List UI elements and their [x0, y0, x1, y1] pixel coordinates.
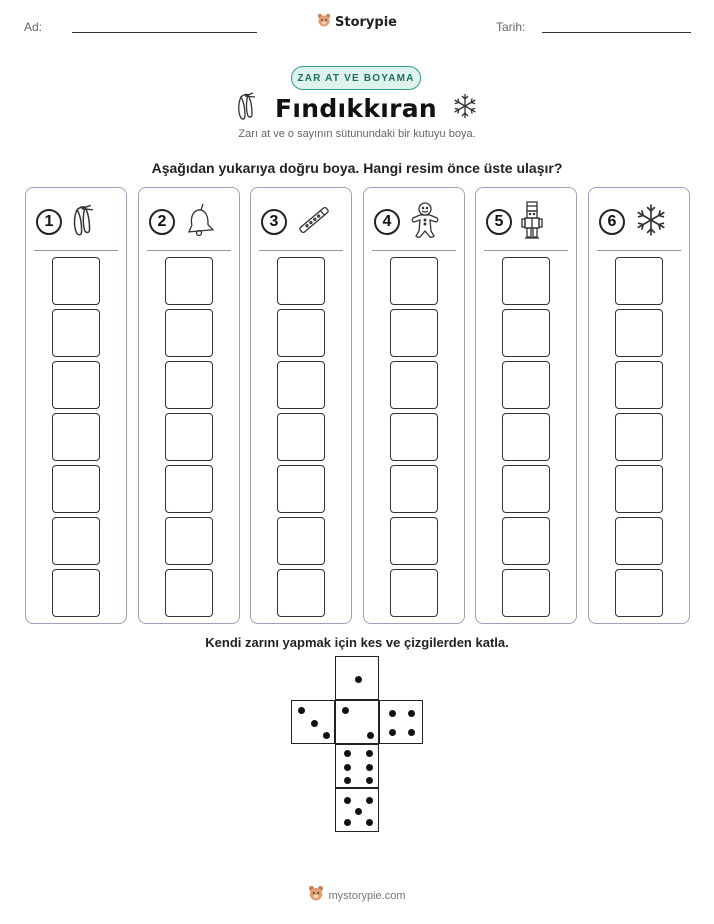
coloring-box[interactable] [502, 517, 550, 565]
name-line [72, 32, 257, 33]
bear-icon [308, 885, 324, 906]
coloring-box[interactable] [165, 361, 213, 409]
coloring-box[interactable] [277, 517, 325, 565]
die-pip [323, 732, 330, 739]
title-row [0, 90, 714, 126]
footer-url: mystorypie.com [328, 889, 406, 902]
coloring-box[interactable] [615, 465, 663, 513]
coloring-box[interactable] [615, 257, 663, 305]
coloring-box[interactable] [165, 569, 213, 617]
column-divider [147, 250, 231, 251]
dice-column [475, 187, 577, 624]
brand-name: Storypie [335, 15, 397, 30]
coloring-box[interactable] [52, 361, 100, 409]
column-header [599, 202, 679, 242]
column-header [486, 202, 566, 242]
cut-instruction: Kendi zarını yapmak için kes ve çizgilerden katla. [205, 635, 509, 650]
instruction: Aşağıdan yukarıya doğru boya. Hangi resim önce üste ulaşır? [151, 160, 563, 176]
column-number: 5 [486, 209, 512, 235]
die-pip [389, 710, 396, 717]
coloring-box[interactable] [165, 257, 213, 305]
column-divider [34, 250, 118, 251]
coloring-box[interactable] [165, 517, 213, 565]
die-pip [311, 720, 318, 727]
coloring-box[interactable] [277, 465, 325, 513]
dice-column [25, 187, 127, 624]
coloring-box[interactable] [165, 465, 213, 513]
die-face [379, 700, 423, 744]
column-divider [372, 250, 456, 251]
column-number: 3 [261, 209, 287, 235]
die-pip [298, 707, 305, 714]
die-pip [344, 777, 351, 784]
flute-icon [295, 201, 333, 244]
coloring-box[interactable] [502, 257, 550, 305]
die-face [335, 656, 379, 700]
page-title: Fındıkkıran [274, 93, 438, 123]
die-pip [342, 707, 349, 714]
coloring-box[interactable] [165, 309, 213, 357]
die-pip [366, 764, 373, 771]
column-number: 1 [36, 209, 62, 235]
die-pip [366, 750, 373, 757]
column-header [36, 202, 116, 242]
die-face [335, 744, 379, 788]
bell-icon [183, 202, 215, 243]
coloring-box[interactable] [502, 413, 550, 461]
coloring-box[interactable] [52, 569, 100, 617]
coloring-box[interactable] [52, 465, 100, 513]
column-header [149, 202, 229, 242]
column-number: 6 [599, 209, 625, 235]
die-face [291, 700, 335, 744]
column-divider [259, 250, 343, 251]
die-pip [344, 764, 351, 771]
column-divider [597, 250, 681, 251]
column-header [261, 202, 341, 242]
coloring-box[interactable] [277, 361, 325, 409]
coloring-box[interactable] [390, 517, 438, 565]
footer [0, 885, 714, 906]
coloring-box[interactable] [390, 361, 438, 409]
die-pip [344, 797, 351, 804]
coloring-box[interactable] [277, 413, 325, 461]
coloring-box[interactable] [502, 361, 550, 409]
snowflake-icon [633, 202, 669, 243]
coloring-box[interactable] [502, 465, 550, 513]
coloring-box[interactable] [277, 257, 325, 305]
activity-badge: ZAR AT VE BOYAMA [291, 66, 421, 90]
date-line [542, 32, 691, 33]
gingerbread-man-icon [408, 201, 442, 244]
ballet-shoes-icon [70, 203, 100, 242]
die-pip [366, 777, 373, 784]
coloring-box[interactable] [390, 465, 438, 513]
column-number: 4 [374, 209, 400, 235]
column-divider [484, 250, 568, 251]
coloring-box[interactable] [502, 309, 550, 357]
dice-column [588, 187, 690, 624]
die-face [335, 700, 379, 744]
die-pip [389, 729, 396, 736]
coloring-box[interactable] [52, 517, 100, 565]
die-pip [344, 819, 351, 826]
die-pip [408, 710, 415, 717]
coloring-box[interactable] [390, 257, 438, 305]
coloring-box[interactable] [277, 309, 325, 357]
column-number: 2 [149, 209, 175, 235]
coloring-box[interactable] [277, 569, 325, 617]
die-pip [355, 676, 362, 683]
die-pip [367, 732, 374, 739]
die-pip [408, 729, 415, 736]
coloring-box[interactable] [390, 413, 438, 461]
coloring-box[interactable] [615, 309, 663, 357]
brand-logo [0, 13, 714, 32]
die-pip [366, 797, 373, 804]
subtitle: Zarı at ve o sayının sütunundaki bir kutuyu boya. [238, 128, 476, 140]
nutcracker-icon [520, 200, 544, 245]
dice-column [250, 187, 352, 624]
die-face [335, 788, 379, 832]
name-label: Ad: [24, 20, 43, 34]
coloring-box[interactable] [502, 569, 550, 617]
coloring-box[interactable] [615, 569, 663, 617]
ballet-shoes-icon [235, 91, 261, 126]
die-pip [344, 750, 351, 757]
dice-column [363, 187, 465, 624]
coloring-box[interactable] [390, 309, 438, 357]
date-label: Tarih: [496, 20, 526, 34]
column-header [374, 202, 454, 242]
coloring-box[interactable] [52, 257, 100, 305]
coloring-box[interactable] [615, 361, 663, 409]
bear-icon [317, 13, 331, 32]
coloring-box[interactable] [52, 413, 100, 461]
coloring-box[interactable] [615, 517, 663, 565]
die-pip [366, 819, 373, 826]
coloring-box[interactable] [615, 413, 663, 461]
snowflake-icon [451, 92, 479, 125]
coloring-box[interactable] [52, 309, 100, 357]
coloring-box[interactable] [165, 413, 213, 461]
die-pip [355, 808, 362, 815]
coloring-box[interactable] [390, 569, 438, 617]
dice-column [138, 187, 240, 624]
